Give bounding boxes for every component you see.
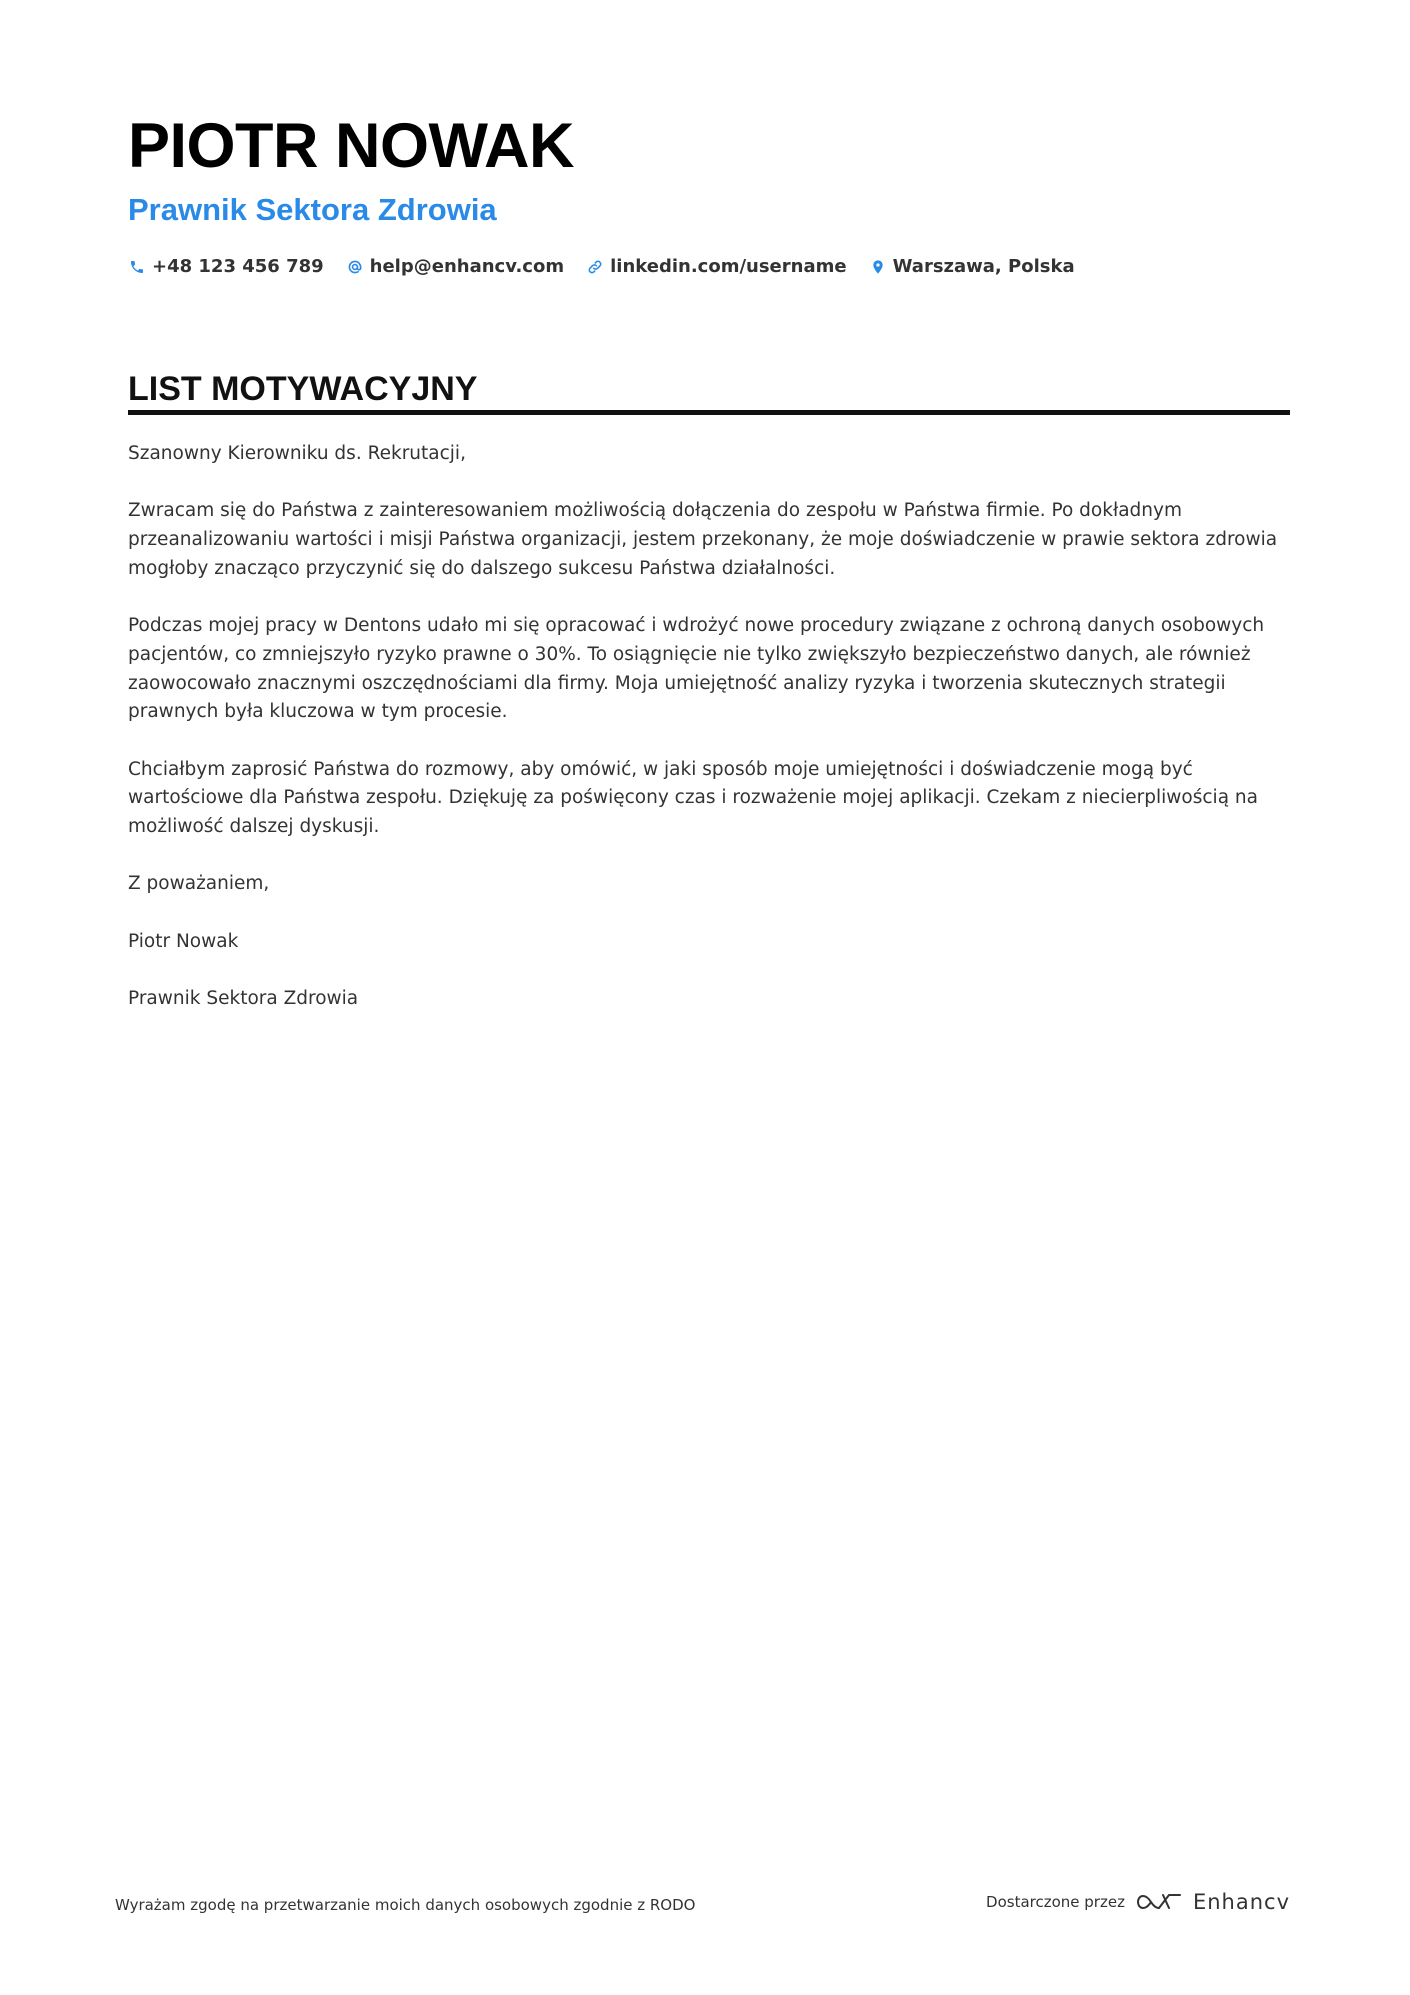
candidate-name: PIOTR NOWAK (128, 111, 574, 181)
signature-name: Piotr Nowak (128, 930, 239, 952)
provided-by-label: Dostarczone przez (986, 1893, 1125, 1911)
location-pin-icon (869, 258, 887, 276)
letter-paragraph: Zwracam się do Państwa z zainteresowaniem możliwością dołączenia do zespołu w Państwa firmie. Po dokładnym przeanalizowaniu wartości i misji Państwa organizacji, jestem przekonany, że moje doświadczenie w prawie sektora zdrowia mogłoby znacząco przyczynić się do dalszego sukcesu Państwa działalności. (128, 500, 1278, 579)
at-icon (346, 258, 364, 276)
signature-title: Prawnik Sektora Zdrowia (128, 988, 359, 1010)
gdpr-consent-note: Wyrażam zgodę na przetwarzanie moich danych osobowych zgodnie z RODO (115, 1896, 696, 1914)
contact-email-text: help@enhancv.com (369, 256, 565, 277)
contact-bar (128, 254, 1097, 280)
phone-icon (128, 258, 146, 276)
link-icon (586, 258, 604, 276)
enhancv-logo-icon (1137, 1888, 1181, 1916)
section-title: LIST MOTYWACYJNY (128, 370, 478, 408)
letter-paragraph: Chciałbym zaprosić Państwa do rozmowy, aby omówić, w jaki sposób moje umiejętności i doświadczenie mogą być wartościowe dla Państwa zespołu. Dziękuję za poświęcony czas i rozważenie mojej aplikacji. Czekam z niecierpliwością na możliwość dalszej dyskusji. (128, 758, 1258, 838)
contact-linkedin-text: linkedin.com/username (610, 256, 847, 277)
footer-branding[interactable] (986, 1888, 1290, 1916)
contact-phone-text: +48 123 456 789 (152, 256, 324, 277)
letter-closing: Z poważaniem, (128, 873, 270, 895)
letter-greeting: Szanowny Kierowniku ds. Rekrutacji, (128, 443, 466, 464)
letter-paragraph: Podczas mojej pracy w Dentons udało mi się opracować i wdrożyć nowe procedury związane z ochroną danych osobowych pacjentów, co zmniejszyło ryzyko prawne o 30%. To osiągnięcie nie tylko zwiększyło bezpieczeństwo danych, ale również zaowocowało znacznymi oszczędnościami dla firmy. Moja umiejętność analizy ryzyka i tworzenia skutecznych strategii prawnych była kluczowa w tym procesie. (128, 615, 1265, 723)
contact-phone (128, 254, 324, 280)
letter-body (128, 440, 1290, 1043)
candidate-job-title: Prawnik Sektora Zdrowia (128, 192, 497, 227)
contact-location-text: Warszawa, Polska (892, 256, 1075, 277)
section-divider (128, 410, 1290, 415)
contact-location (869, 254, 1075, 280)
enhancv-brand-name: Enhancv (1192, 1890, 1290, 1914)
contact-linkedin[interactable] (586, 254, 846, 280)
contact-email[interactable] (346, 254, 564, 280)
